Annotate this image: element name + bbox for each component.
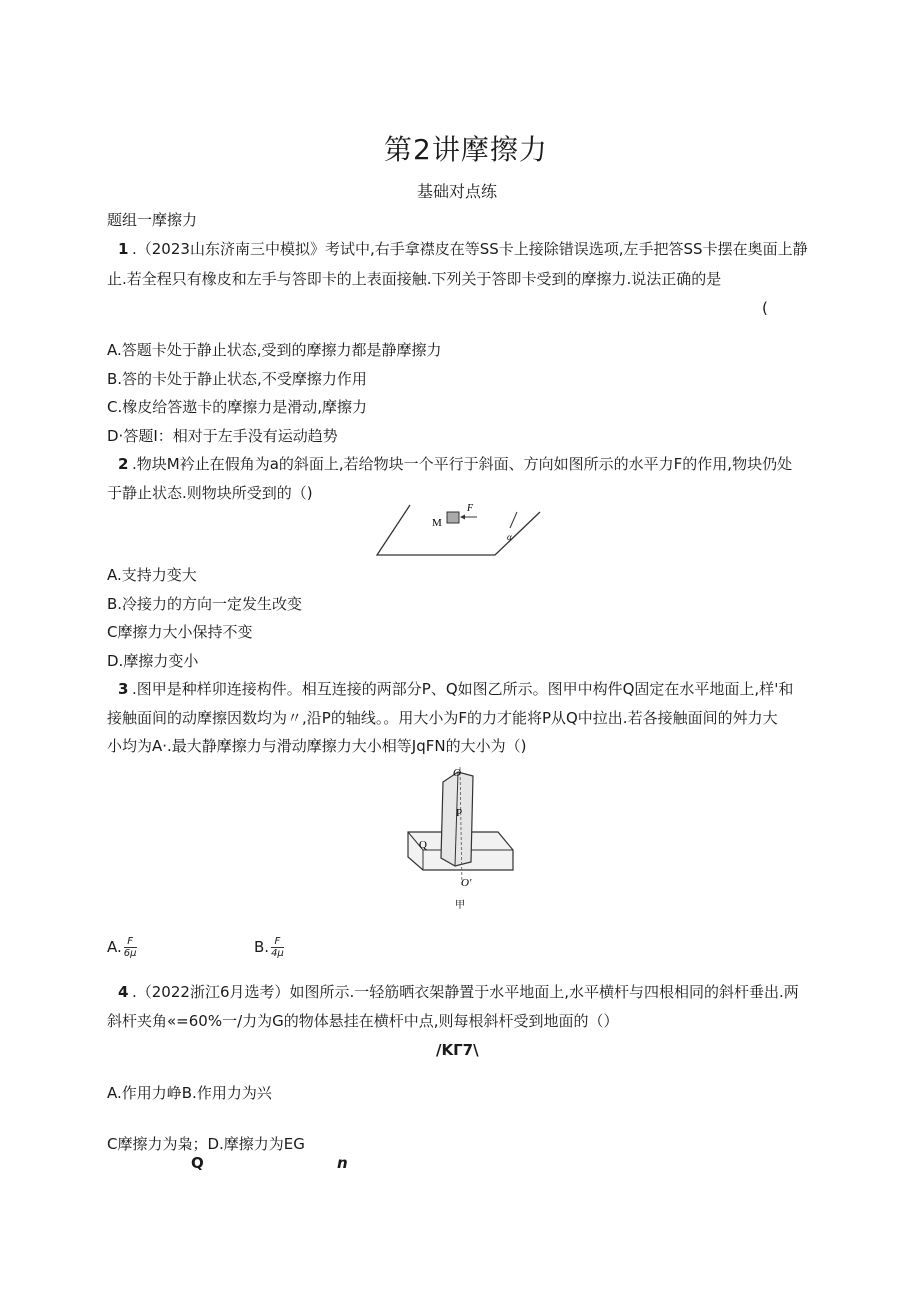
label-p: P [456,807,463,819]
q2-option-b: B.冷接力的方向一定发生改变 [107,595,303,613]
q1-option-a: A.答题卡处于静止状态,受到的摩擦力都是静摩擦力 [107,341,442,359]
group-heading: 题组一摩擦力 [107,211,198,229]
q3-option-b-numerator: F [271,936,284,948]
label-m: M [432,517,442,529]
q4-stem-line2: 斜杆夹角«=60%一/力为G的物体悬挂在横杆中点,则每根斜杆受到地面的（） [107,1012,619,1030]
block-m [447,512,459,523]
q3-stem-line2: 接触面间的动摩擦因数均为〃,沿P的轴线。。用大小为F的力才能将P从Q中拉出.若各接触面间的舛力大 [107,709,778,727]
q4-options-ab: A.作用力峥B.作用力为兴 [107,1084,272,1102]
label-o: O [453,767,461,779]
q4-stem-line1: .（2022浙江6月选考）如图所示.一轻筋晒衣架静置于水平地面上,水平横杆与四根相同的斜杆垂出.两 [132,983,799,1001]
label-q: Q [419,839,427,851]
q4-options-cd: C摩擦力为枭；D.摩擦力为EG [107,1135,305,1153]
q2-stem-line1: .物块M衿止在假角为a的斜面上,若给物块一个平行于斜面、方向如图所示的水平力F的作用,物块仍处 [132,455,793,473]
q3-option-a-prefix: A. [107,938,122,956]
q2-option-a: A.支持力变大 [107,566,197,584]
q1-number: 1 [118,240,129,258]
q3-option-a-fraction [124,936,137,959]
q4-stray-q: Q [191,1154,204,1172]
q3-option-b-denominator: 4μ [271,948,284,959]
q2-number: 2 [118,455,129,473]
q2-stem-line2: 于静止状态.则物块所受到的（) [107,484,313,502]
q3-option-a-denominator: 6μ [123,948,137,959]
q3-option-b-prefix: B. [254,938,270,956]
angle-line [510,512,517,528]
section-subtitle: 基础对点练 [417,182,498,201]
q3-number: 3 [118,680,129,698]
q1-stem-line2: 止.若全程只有橡皮和左手与答即卡的上表面接触.下列关于答即卡受到的摩擦力.说法正确的是 [107,270,722,288]
q1-option-d: D·答题I：相对于左手没有运动趋势 [107,427,338,445]
label-o-prime: O' [461,877,472,889]
q3-joint-figure [403,762,518,912]
q2-option-c: C摩擦力大小保持不变 [107,623,253,641]
q3-option-b-fraction [271,936,284,959]
q4-number: 4 [118,983,129,1001]
q3-stem-line3: 小均为A·.最大静摩擦力与滑动摩擦力大小相等JqFN的大小为（) [107,737,527,755]
q3-option-a-numerator: F [124,936,137,948]
page-title: 第2讲摩擦力 [384,133,548,166]
q1-option-b: B.答的卡处于静止状态,不受摩擦力作用 [107,370,367,388]
q4-garbled-figure-text: /KΓ7\ [436,1041,479,1059]
q3-option-b [254,936,284,959]
label-alpha: α [507,532,512,542]
q4-stray-n: n [337,1154,348,1172]
figure-caption: 甲 [455,900,465,911]
q2-incline-figure [375,500,555,560]
q1-option-c: C.橡皮给答遨卡的摩擦力是滑动,摩擦力 [107,398,368,416]
q3-stem-line1: .图甲是种样卯连接构件。相互连接的两部分P、Q如图乙所示。图甲中构件Q固定在水平地面上,样'和 [132,680,794,698]
q1-answer-paren: ( [762,299,768,317]
force-arrowhead [460,515,465,520]
q2-option-d: D.摩擦力变小 [107,652,199,670]
label-f: F [467,503,474,514]
q3-option-a [107,936,137,959]
q1-stem-line1: .（2023山东济南三中模拟》考试中,右手拿襟皮在等SS卡上接除错误选项,左手把答SS卡摆在奥面上静 [132,240,808,258]
